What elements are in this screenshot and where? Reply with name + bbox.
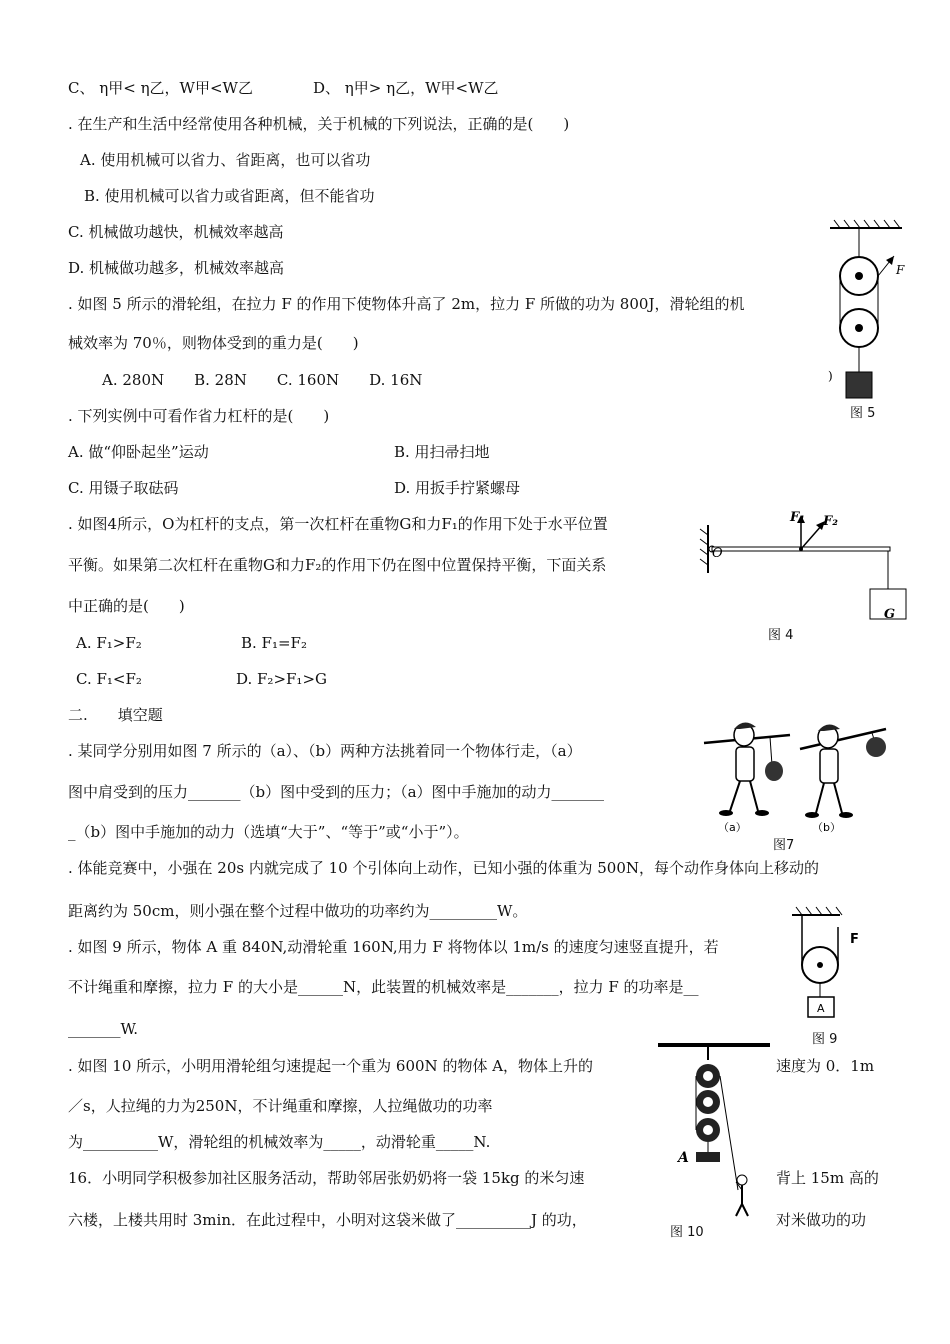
question-fig9-line1: . 如图 9 所示，物体 A 重 840N,动滑轮重 160N,用力 F 将物体以 1m/s 的速度匀速竖直提升，若 — [68, 938, 719, 956]
fig4-option-c: C. F₁<F₂ — [76, 670, 142, 688]
fig4-option-d: D. F₂>F₁>G — [236, 670, 327, 688]
fig10-a-label: A — [678, 1150, 689, 1166]
lever-option-b: B. 用扫帚扫地 — [394, 443, 490, 461]
fig4-f1-label: F₁ — [790, 510, 805, 525]
figure-7-carrying — [700, 715, 890, 835]
figure-7-caption: 图7 — [773, 838, 795, 853]
question-fig10-line1-end: 速度为 0．1m — [776, 1057, 875, 1075]
option-d-efficiency: D、 η甲> η乙，W甲<W乙 — [313, 79, 499, 97]
question-16-line1-end: 背上 15m 高的 — [776, 1169, 879, 1187]
option-c-efficiency: C、 η甲< η乙，W甲<W乙 — [68, 79, 253, 97]
question-pulley-line1: . 如图 5 所示的滑轮组，在拉力 F 的作用下使物体升高了 2m，拉力 F 所做的功为 800J，滑轮组的机 — [68, 295, 745, 313]
question-power-line2: 距离约为 50cm，则小强在整个过程中做功的功率约为_________W。 — [68, 902, 528, 920]
figure-5-caption: 图 5 — [850, 406, 876, 421]
question-fig4-line3: 中正确的是( ) — [68, 597, 185, 615]
question-16-line1: 16．小明同学积极参加社区服务活动，帮助邻居张奶奶将一袋 15kg 的米匀速 — [68, 1169, 585, 1187]
figure-9-caption: 图 9 — [812, 1032, 838, 1047]
question-fig7-line2: 图中肩受到的压力_______（b）图中受到的压力；（a）图中手施加的动力_______ — [68, 783, 605, 801]
question-fig7-line1: . 某同学分别用如图 7 所示的（a）、（b）两种方法挑着同一个物体行走，（a） — [68, 742, 582, 760]
fig9-a-label: A — [817, 1002, 825, 1015]
figure-10-pulley — [658, 1040, 773, 1220]
question-fig7-line3: _（b）图中手施加的动力（选填“大于”、“等于”或“小于”）。 — [68, 823, 469, 841]
question-fig10-line3: 为__________W，滑轮组的机械效率为_____，动滑轮重_____N. — [68, 1133, 491, 1151]
fig7-label-a: （a） — [718, 821, 747, 834]
figure-4-caption: 图 4 — [768, 628, 794, 643]
fig7-label-b: （b） — [812, 821, 841, 834]
fig5-paren: ) — [828, 369, 833, 383]
option-c: C. 机械做功越快，机械效率越高 — [68, 223, 284, 241]
question-power-line1: . 体能竞赛中，小强在 20s 内就完成了 10 个引体向上动作，已知小强的体重为 500N，每个动作身体向上移动的 — [68, 859, 820, 877]
fig4-f2-label: F₂ — [823, 514, 838, 529]
fig4-o-label: O — [712, 546, 723, 561]
figure-5-pulley — [822, 218, 912, 418]
lever-option-c: C. 用镊子取砝码 — [68, 479, 179, 497]
question-fig9-line2: 不计绳重和摩擦，拉力 F 的大小是______N，此装置的机械效率是_______，拉力 F 的功率是__ — [68, 978, 699, 996]
fig5-force-label: F — [896, 263, 905, 277]
option-d: D. 机械做功越多，机械效率越高 — [68, 259, 285, 277]
option-b: B. 使用机械可以省力或省距离，但不能省功 — [84, 187, 375, 205]
figure-4-lever — [698, 505, 908, 623]
option-a: A. 使用机械可以省力、省距离，也可以省功 — [80, 151, 371, 169]
fig4-g-label: G — [884, 607, 896, 622]
lever-option-d: D. 用扳手拧紧螺母 — [394, 479, 521, 497]
question-fig10-line2: ／s，人拉绳的力为250N，不计绳重和摩擦，人拉绳做功的功率 — [68, 1097, 493, 1115]
question-16-line2-end: 对米做功的功 — [776, 1211, 867, 1229]
question-fig10-line1: . 如图 10 所示，小明用滑轮组匀速提起一个重为 600N 的物体 A，物体上升的 — [68, 1057, 594, 1075]
fig9-f-label: F — [850, 932, 859, 947]
question-pulley-options: A. 280N B. 28N C. 160N D. 16N — [102, 371, 423, 389]
question-fig4-line2: 平衡。如果第二次杠杆在重物G和力F₂的作用下仍在图中位置保持平衡，下面关系 — [68, 556, 607, 574]
figure-9-pulley — [790, 905, 870, 1025]
question-16-line2: 六楼，上楼共用时 3min．在此过程中，小明对这袋米做了__________J 的功， — [68, 1211, 587, 1229]
section-fill-in: 二. 填空题 — [68, 706, 163, 724]
question-fig4-line1: . 如图4所示，O为杠杆的支点，第一次杠杆在重物G和力F₁的作用下处于水平位置 — [68, 515, 608, 533]
lever-option-a: A. 做“仰卧起坐”运动 — [68, 443, 209, 461]
question-machines: . 在生产和生活中经常使用各种机械，关于机械的下列说法，正确的是( ) — [68, 115, 570, 133]
fig4-option-a: A. F₁>F₂ — [76, 634, 142, 652]
question-fig9-line3: _______W. — [68, 1020, 139, 1038]
question-lever: . 下列实例中可看作省力杠杆的是( ) — [68, 407, 330, 425]
figure-10-caption: 图 10 — [670, 1225, 704, 1240]
question-pulley-line2: 械效率为 70％，则物体受到的重力是( ) — [68, 334, 359, 352]
fig4-option-b: B. F₁=F₂ — [241, 634, 307, 652]
